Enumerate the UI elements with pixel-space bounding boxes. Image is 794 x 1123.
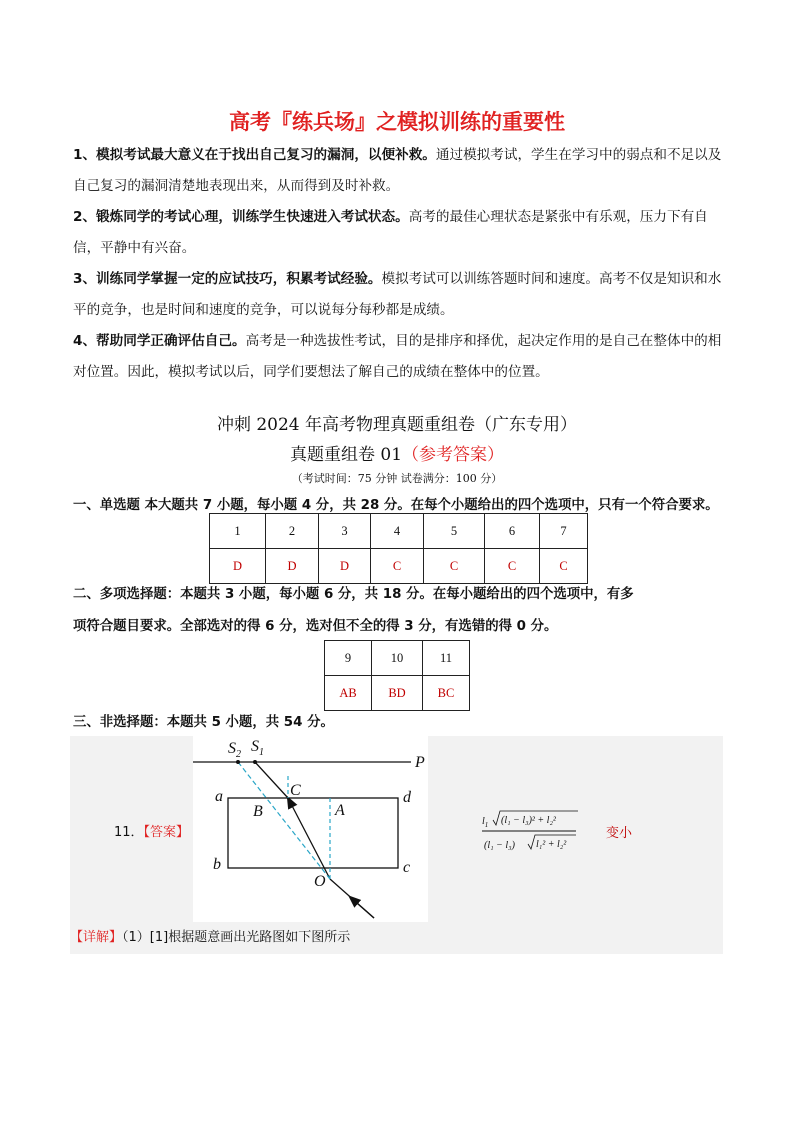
formula-svg — [482, 806, 592, 858]
point-2-text: 高考的最佳心理状态是紧张中有乐观，压力下有自信，平静中有兴奋。 — [73, 209, 708, 256]
section2-heading-line2: 项符合题目要求。全部选对的得 6 分，选对但不全的得 3 分，有选错的得 0 分。 — [73, 619, 558, 634]
label-A: A — [335, 802, 345, 819]
point-3 — [73, 264, 725, 326]
table-row — [210, 549, 588, 584]
q-answer: D — [266, 549, 319, 584]
incident-ray-arrow — [350, 897, 374, 918]
table-row — [325, 641, 470, 676]
q-answer: C — [371, 549, 424, 584]
detail-tag: 【详解】 — [70, 930, 123, 945]
formula-den-rad: l₁² + l₂² — [536, 839, 567, 850]
label-O: O — [314, 873, 326, 890]
section2-heading-line1: 二、多项选择题：本题共 3 小题，每小题 6 分，共 18 分。在每小题给出的四个选项中，有多 — [73, 587, 634, 602]
point-3-bold: 3、训练同学掌握一定的应试技巧，积累考试经验。 — [73, 271, 382, 287]
detail-row — [70, 922, 723, 954]
q-answer: C — [424, 549, 485, 584]
point-3-text: 模拟考试可以训练答题时间和速度。高考不仅是知识和水平的竞争，也是时间和速度的竞争，可以说每分每秒都是成绩。 — [73, 271, 722, 318]
point-2 — [73, 202, 725, 264]
q-answer: AB — [325, 676, 372, 711]
q-answer: D — [210, 549, 266, 584]
exam-subtitle-text: 真题重组卷 01 — [289, 445, 403, 465]
formula-num-rad: (l₁ − l₃)² + l₂² — [501, 815, 556, 826]
label-b: b — [213, 856, 221, 873]
q-number: 4 — [371, 514, 424, 549]
q11-number: 11． — [114, 825, 144, 840]
q-answer: BD — [372, 676, 423, 711]
question-11-answer-row — [70, 736, 723, 922]
emergent-ray — [255, 762, 288, 798]
label-p: P — [415, 754, 425, 771]
detail-text: （1）[1]根据题意画出光路图如下图所示 — [122, 930, 351, 945]
point-1-text: 通过模拟考试，学生在学习中的弱点和不足以及自己复习的漏洞清楚地表现出来，从而得到及时补救。 — [73, 147, 722, 194]
q11-formula — [482, 806, 592, 862]
optics-diagram-svg — [193, 736, 428, 922]
q11-label — [114, 821, 189, 840]
section3-heading: 三、非选择题：本题共 5 小题，共 54 分。 — [73, 715, 334, 730]
page-title: 高考『练兵场』之模拟训练的重要性 — [229, 110, 565, 134]
exam-subtitle-red: （参考答案） — [402, 445, 505, 465]
q11-answer-2: 变小 — [606, 826, 633, 841]
point-s2 — [236, 760, 240, 764]
formula-num-l1: $l_1$ — [482, 816, 489, 829]
exam-subtitle — [0, 440, 794, 465]
q-number: 9 — [325, 641, 372, 676]
exam-meta: （考试时间：75 分钟 试卷满分：100 分） — [291, 472, 503, 485]
q-number: 2 — [266, 514, 319, 549]
label-B: B — [253, 803, 263, 820]
q-answer: C — [485, 549, 540, 584]
q-answer: D — [319, 549, 371, 584]
q-number: 5 — [424, 514, 485, 549]
point-4-text: 高考是一种选拔性考试，目的是排序和择优，起决定作用的是自己在整体中的相对位置。因此，模拟考试以后，同学们要想法了解自己的成绩在整体中的位置。 — [73, 333, 722, 380]
point-2-bold: 2、锻炼同学的考试心理，训练学生快速进入考试状态。 — [73, 209, 409, 225]
q-answer: C — [540, 549, 588, 584]
label-C: C — [290, 782, 301, 799]
label-s2: $S_2$ — [228, 740, 241, 760]
label-c: c — [403, 859, 411, 876]
section2-answer-table — [324, 640, 470, 711]
q-number: 7 — [540, 514, 588, 549]
q-number: 3 — [319, 514, 371, 549]
point-1 — [73, 140, 725, 202]
q-number: 1 — [210, 514, 266, 549]
label-a: a — [215, 788, 223, 805]
point-s1 — [253, 760, 257, 764]
table-row — [210, 514, 588, 549]
dashed-ray — [238, 762, 330, 879]
q-number: 6 — [485, 514, 540, 549]
optics-diagram — [193, 736, 428, 922]
point-1-bold: 1、模拟考试最大意义在于找出自己复习的漏洞，以便补救。 — [73, 147, 436, 163]
table-row — [325, 676, 470, 711]
point-4-bold: 4、帮助同学正确评估自己。 — [73, 333, 246, 349]
point-4 — [73, 326, 725, 388]
refracted-ray — [288, 798, 330, 879]
q-answer: BC — [423, 676, 470, 711]
q-number: 11 — [423, 641, 470, 676]
section1-heading: 一、单选题 本大题共 7 小题，每小题 4 分，共 28 分。在每个小题给出的四个选项中，只有一个符合要求。 — [73, 498, 719, 513]
label-d: d — [403, 789, 411, 806]
exam-title: 冲刺 2024 年高考物理真题重组卷（广东专用） — [216, 415, 578, 435]
section1-answer-table — [209, 513, 588, 584]
label-s1: $S_1$ — [251, 738, 264, 758]
formula-den-paren: (l₁ − l₃) — [484, 840, 515, 851]
q11-answer-tag: 【答案】 — [143, 825, 190, 840]
q-number: 10 — [372, 641, 423, 676]
